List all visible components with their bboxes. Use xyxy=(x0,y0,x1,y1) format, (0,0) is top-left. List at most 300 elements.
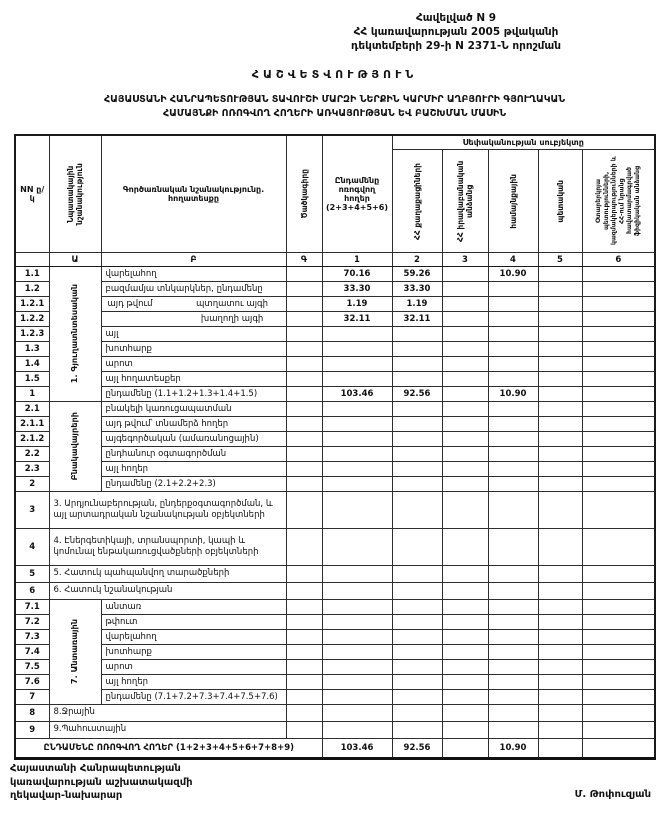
table-row xyxy=(15,529,655,566)
value-cell xyxy=(392,675,442,690)
value-cell xyxy=(322,529,392,566)
table-row xyxy=(15,615,655,630)
value-cell xyxy=(392,705,442,722)
value-cell xyxy=(442,342,488,357)
value-cell xyxy=(488,492,538,529)
value-cell xyxy=(538,529,582,566)
value-cell xyxy=(442,327,488,342)
value-cell xyxy=(582,477,655,492)
value-cell xyxy=(538,492,582,529)
code-cell xyxy=(286,267,322,282)
row-number-cell: 1.2.1 xyxy=(15,297,49,312)
row-number-cell: 3 xyxy=(15,492,49,529)
value-cell xyxy=(582,372,655,387)
row-number-cell: 2.3 xyxy=(15,462,49,477)
value-cell xyxy=(538,645,582,660)
row-number-cell: 7.5 xyxy=(15,660,49,675)
code-cell xyxy=(286,372,322,387)
value-cell xyxy=(322,583,392,600)
value-cell xyxy=(392,566,442,583)
value-cell xyxy=(582,600,655,615)
code-cell xyxy=(286,630,322,645)
value-cell xyxy=(392,630,442,645)
value-cell xyxy=(442,402,488,417)
value-cell xyxy=(442,566,488,583)
value-cell xyxy=(322,417,392,432)
code-cell xyxy=(286,312,322,327)
report-subtitle-line1: ՀԱՅԱՍՏԱՆԻ ՀԱՆՐԱՊԵՏՈՒԹՅԱՆ ՏԱՎՈՒՇԻ ՄԱՐԶԻ ՆԵՐՔԻՆ ԿԱՐՄԻՐ ԱՂԲՅՈՒՐԻ ԳՅՈՒՂԱԿԱՆ xyxy=(103,94,565,105)
value-cell xyxy=(582,267,655,282)
land-type-cell: խոտհարք xyxy=(101,645,286,660)
table-row xyxy=(15,447,655,462)
row-number-cell: 7.6 xyxy=(15,675,49,690)
value-cell xyxy=(442,432,488,447)
value-cell xyxy=(392,447,442,462)
row-number-cell: 1.3 xyxy=(15,342,49,357)
value-cell xyxy=(538,312,582,327)
column-letter: 2 xyxy=(392,253,442,267)
value-cell xyxy=(322,600,392,615)
col-header-ownership-group: Սեփականության սուբյեկտը xyxy=(392,135,655,150)
value-cell xyxy=(582,297,655,312)
value-cell xyxy=(442,583,488,600)
value-cell xyxy=(442,417,488,432)
value-cell: 92.56 xyxy=(392,387,442,402)
value-cell xyxy=(538,327,582,342)
col-header-foreign xyxy=(582,150,655,253)
value-cell xyxy=(392,342,442,357)
value-cell xyxy=(582,282,655,297)
value-cell xyxy=(488,675,538,690)
value-cell xyxy=(392,645,442,660)
value-cell xyxy=(538,477,582,492)
row-number-cell: 7.2 xyxy=(15,615,49,630)
signer-line: կառավարության աշխատակազմի xyxy=(10,776,193,788)
value-cell xyxy=(538,705,582,722)
value-cell xyxy=(392,583,442,600)
value-cell xyxy=(488,583,538,600)
value-cell xyxy=(538,447,582,462)
value-cell xyxy=(322,645,392,660)
value-cell xyxy=(322,402,392,417)
table-row xyxy=(15,630,655,645)
col-header-citizens-label: ՀՀ քաղաքացիների xyxy=(412,162,422,240)
value-cell xyxy=(488,417,538,432)
code-cell xyxy=(286,492,322,529)
column-letter: Բ xyxy=(101,253,286,267)
value-cell xyxy=(322,372,392,387)
value-cell xyxy=(442,357,488,372)
value-cell xyxy=(488,282,538,297)
value-cell xyxy=(488,529,538,566)
value-cell xyxy=(442,477,488,492)
row-number-cell: 7.4 xyxy=(15,645,49,660)
col-header-legal-entities-label: ՀՀ իրավաբանական անձանց xyxy=(456,160,474,242)
land-type-cell: վարելահող xyxy=(101,267,286,282)
column-letter: 4 xyxy=(488,253,538,267)
value-cell xyxy=(392,529,442,566)
value-cell xyxy=(538,387,582,402)
value-cell xyxy=(322,447,392,462)
value-cell xyxy=(488,600,538,615)
row-number-cell: 7.1 xyxy=(15,600,49,615)
group-label: Բնակավայրերի xyxy=(69,412,80,481)
value-cell xyxy=(442,675,488,690)
table-row xyxy=(15,722,655,739)
value-cell xyxy=(538,432,582,447)
value-cell xyxy=(538,583,582,600)
value-cell xyxy=(322,630,392,645)
code-cell xyxy=(286,660,322,675)
value-cell xyxy=(442,739,488,759)
value-cell xyxy=(442,492,488,529)
code-cell xyxy=(286,645,322,660)
table-row xyxy=(15,492,655,529)
section-label-cell: 9.Պահուստային xyxy=(49,722,286,739)
value-cell xyxy=(488,660,538,675)
value-cell: 1.19 xyxy=(392,297,442,312)
land-type-prefix: այդ թվում xyxy=(107,299,153,309)
group-cell xyxy=(49,267,101,402)
value-cell: 103.46 xyxy=(322,739,392,759)
value-cell xyxy=(488,297,538,312)
code-cell xyxy=(286,327,322,342)
signer-line: ղեկավար-նախարար xyxy=(10,790,123,801)
table-row xyxy=(15,739,655,759)
group-label: 1. Գյուղատնտեսական xyxy=(69,284,80,384)
value-cell xyxy=(582,615,655,630)
value-cell: 59.26 xyxy=(392,267,442,282)
code-cell xyxy=(286,402,322,417)
table-row xyxy=(15,477,655,492)
value-cell xyxy=(322,327,392,342)
value-cell xyxy=(442,630,488,645)
section-label-cell: 3. Արդյունաբերության, ընդերքօգտագործման, և այլ արտադրական նշանակության օբյեկտների xyxy=(49,492,286,529)
col-header-nn: NN ը/կ xyxy=(15,135,49,253)
code-cell xyxy=(286,447,322,462)
value-cell xyxy=(392,660,442,675)
value-cell xyxy=(442,312,488,327)
col-header-purpose-label: Նպատակային նշանակություն xyxy=(66,163,84,225)
value-cell xyxy=(582,462,655,477)
value-cell xyxy=(538,566,582,583)
table-row xyxy=(15,267,655,282)
table-row xyxy=(15,462,655,477)
table-row xyxy=(15,357,655,372)
value-cell xyxy=(442,372,488,387)
row-number-cell: 4 xyxy=(15,529,49,566)
value-cell xyxy=(538,462,582,477)
col-header-state-label: պետական xyxy=(555,179,565,223)
code-cell xyxy=(286,722,322,739)
table-row xyxy=(15,402,655,417)
row-number-cell: 5 xyxy=(15,566,49,583)
value-cell xyxy=(442,660,488,675)
value-cell xyxy=(582,566,655,583)
table-row xyxy=(15,372,655,387)
annex-line: դեկտեմբերի 29-ի N 2371-Ն որոշման xyxy=(350,39,562,52)
column-letter: 1 xyxy=(322,253,392,267)
row-number-cell: 1.4 xyxy=(15,357,49,372)
value-cell xyxy=(322,357,392,372)
value-cell xyxy=(538,402,582,417)
value-cell xyxy=(538,282,582,297)
value-cell xyxy=(442,297,488,312)
value-cell xyxy=(322,432,392,447)
value-cell xyxy=(392,690,442,705)
col-header-foreign-label: Օտարերկրյա պետությունների, կազմակերպությունների և ՀՀ-ում նրանց հավատարմագրված ֆիզիկական անձանց xyxy=(595,156,641,246)
value-cell xyxy=(582,690,655,705)
value-cell xyxy=(392,615,442,630)
value-cell: 10.90 xyxy=(488,739,538,759)
land-type-cell: այլ xyxy=(101,327,286,342)
col-header-purpose xyxy=(49,135,101,253)
value-cell xyxy=(582,417,655,432)
value-cell xyxy=(392,722,442,739)
value-cell xyxy=(442,615,488,630)
value-cell xyxy=(538,267,582,282)
value-cell: 10.90 xyxy=(488,387,538,402)
value-cell xyxy=(538,690,582,705)
land-type-cell xyxy=(101,312,286,327)
value-cell xyxy=(582,645,655,660)
land-type-cell: վարելահող xyxy=(101,630,286,645)
code-cell xyxy=(286,529,322,566)
value-cell xyxy=(392,402,442,417)
value-cell xyxy=(488,690,538,705)
table-row xyxy=(15,282,655,297)
value-cell xyxy=(392,432,442,447)
code-cell xyxy=(286,357,322,372)
column-letter: 6 xyxy=(582,253,655,267)
value-cell xyxy=(488,312,538,327)
value-cell xyxy=(488,722,538,739)
value-cell xyxy=(322,675,392,690)
row-number-cell: 7.3 xyxy=(15,630,49,645)
col-header-legal-entities xyxy=(442,150,488,253)
value-cell xyxy=(392,600,442,615)
value-cell xyxy=(322,660,392,675)
value-cell xyxy=(538,722,582,739)
col-header-citizens xyxy=(392,150,442,253)
value-cell xyxy=(488,447,538,462)
value-cell xyxy=(392,492,442,529)
value-cell xyxy=(442,722,488,739)
table-row xyxy=(15,690,655,705)
table-row xyxy=(15,342,655,357)
row-number-cell: 1.1 xyxy=(15,267,49,282)
value-cell xyxy=(322,477,392,492)
value-cell xyxy=(442,447,488,462)
value-cell xyxy=(442,690,488,705)
col-header-functional: Գործառնական նշանակությունը. հողատեսքը xyxy=(101,135,286,253)
value-cell xyxy=(488,357,538,372)
section-label-cell: 4. Էներգետիկայի, տրանսպորտի, կապի և կոմունալ ենթակառուցվածքների օբյեկտների xyxy=(49,529,286,566)
row-number-cell: 1 xyxy=(15,387,49,402)
land-type-cell: անտառ xyxy=(101,600,286,615)
value-cell xyxy=(538,600,582,615)
group-cell xyxy=(49,402,101,492)
value-cell xyxy=(582,402,655,417)
value-cell xyxy=(582,387,655,402)
value-cell xyxy=(538,372,582,387)
value-cell xyxy=(322,492,392,529)
value-cell xyxy=(538,357,582,372)
table-row xyxy=(15,387,655,402)
col-header-community-label: համայնքային xyxy=(508,173,518,229)
value-cell xyxy=(442,705,488,722)
value-cell xyxy=(442,600,488,615)
row-number-cell: 2 xyxy=(15,477,49,492)
value-cell xyxy=(322,615,392,630)
value-cell xyxy=(488,402,538,417)
value-cell xyxy=(582,342,655,357)
code-cell xyxy=(286,690,322,705)
group-label: 7. Անտառային xyxy=(69,619,80,685)
land-type-cell: խոտհարք xyxy=(101,342,286,357)
column-letter xyxy=(15,253,49,267)
value-cell xyxy=(582,705,655,722)
value-cell xyxy=(538,342,582,357)
row-number-cell: 2.1 xyxy=(15,402,49,417)
value-cell xyxy=(538,417,582,432)
value-cell xyxy=(582,660,655,675)
table-row xyxy=(15,312,655,327)
annex-line: Հավելված N 9 xyxy=(415,12,497,24)
signature-name: Մ. Թոփուզյան xyxy=(574,789,651,800)
value-cell xyxy=(442,645,488,660)
land-type-sub: խաղողի այգի xyxy=(200,314,264,324)
value-cell xyxy=(488,566,538,583)
value-cell xyxy=(538,615,582,630)
value-cell xyxy=(538,739,582,759)
col-header-state xyxy=(538,150,582,253)
value-cell xyxy=(582,327,655,342)
table-row xyxy=(15,660,655,675)
table-row xyxy=(15,645,655,660)
col-header-code xyxy=(286,135,322,253)
code-cell xyxy=(286,387,322,402)
column-letter: 3 xyxy=(442,253,488,267)
row-number-cell: 1.5 xyxy=(15,372,49,387)
row-number-cell: 1.2.3 xyxy=(15,327,49,342)
land-type-cell: արոտ xyxy=(101,357,286,372)
value-cell: 32.11 xyxy=(392,312,442,327)
value-cell xyxy=(488,630,538,645)
report-table xyxy=(14,134,656,760)
table-row xyxy=(15,327,655,342)
land-type-cell: ընդամենը (1.1+1.2+1.3+1.4+1.5) xyxy=(101,387,286,402)
land-type-cell: բնակելի կառուցապատման xyxy=(101,402,286,417)
code-cell xyxy=(286,615,322,630)
value-cell xyxy=(582,312,655,327)
value-cell xyxy=(322,722,392,739)
report-title: ՀԱՇՎԵՏՎՈՒԹՅՈՒՆ xyxy=(251,68,418,81)
value-cell xyxy=(392,327,442,342)
value-cell xyxy=(392,357,442,372)
column-letter: Ա xyxy=(49,253,101,267)
value-cell xyxy=(538,675,582,690)
value-cell: 10.90 xyxy=(488,267,538,282)
code-cell xyxy=(286,600,322,615)
value-cell xyxy=(322,342,392,357)
table-row xyxy=(15,566,655,583)
report-table-body xyxy=(15,267,655,759)
value-cell xyxy=(582,529,655,566)
table-row xyxy=(15,705,655,722)
column-letter: Գ xyxy=(286,253,322,267)
land-type-cell: այգեգործական (ամառանոցային) xyxy=(101,432,286,447)
row-number-cell: 1.2.2 xyxy=(15,312,49,327)
value-cell xyxy=(582,722,655,739)
column-letter: 5 xyxy=(538,253,582,267)
value-cell xyxy=(392,417,442,432)
land-type-cell: ընդամենը (7.1+7.2+7.3+7.4+7.5+7.6) xyxy=(101,690,286,705)
table-row xyxy=(15,417,655,432)
section-label-cell: 6. Հատուկ նշանակության xyxy=(49,583,286,600)
code-cell xyxy=(286,417,322,432)
row-number-cell: 9 xyxy=(15,722,49,739)
land-type-cell: ընդհանուր օգտագործման xyxy=(101,447,286,462)
value-cell xyxy=(442,529,488,566)
code-cell xyxy=(286,297,322,312)
row-number-cell: 7 xyxy=(15,690,49,705)
column-letter-row xyxy=(15,253,655,267)
value-cell xyxy=(442,282,488,297)
value-cell xyxy=(322,462,392,477)
value-cell xyxy=(582,432,655,447)
table-row xyxy=(15,583,655,600)
land-type-cell: այդ թվում՝ տնամերձ հողեր xyxy=(101,417,286,432)
row-number-cell: 2.1.2 xyxy=(15,432,49,447)
value-cell xyxy=(488,462,538,477)
value-cell: 32.11 xyxy=(322,312,392,327)
value-cell xyxy=(538,297,582,312)
value-cell xyxy=(582,739,655,759)
code-cell xyxy=(286,462,322,477)
value-cell xyxy=(538,630,582,645)
code-cell xyxy=(286,282,322,297)
row-number-cell: 8 xyxy=(15,705,49,722)
report-subtitle-line2: ՀԱՄԱՅՆՔԻ ՈՌՈԳՎՈՂ ՀՈՂԵՐԻ ԱՌԿԱՅՈՒԹՅԱՆ ԵՎ ԲԱՇԽՄԱՆ ՄԱՍԻՆ xyxy=(162,107,506,119)
value-cell xyxy=(582,447,655,462)
header-row-1 xyxy=(15,135,655,150)
land-type-cell: այլ հողեր xyxy=(101,675,286,690)
value-cell xyxy=(582,675,655,690)
code-cell xyxy=(286,477,322,492)
value-cell: 33.30 xyxy=(392,282,442,297)
value-cell xyxy=(488,432,538,447)
value-cell xyxy=(392,477,442,492)
value-cell xyxy=(582,492,655,529)
land-type-sub: պտղատու այգի xyxy=(196,299,269,309)
value-cell: 33.30 xyxy=(322,282,392,297)
land-type-cell xyxy=(101,297,286,312)
row-number-cell: 2.1.1 xyxy=(15,417,49,432)
code-cell xyxy=(286,675,322,690)
value-cell: 70.16 xyxy=(322,267,392,282)
value-cell xyxy=(582,630,655,645)
land-type-cell: բազմամյա տնկարկներ, ընդամենը xyxy=(101,282,286,297)
value-cell xyxy=(488,327,538,342)
row-number-cell: 2.2 xyxy=(15,447,49,462)
col-header-community xyxy=(488,150,538,253)
table-row xyxy=(15,432,655,447)
value-cell xyxy=(488,342,538,357)
annex-line: ՀՀ կառավարության 2005 թվականի xyxy=(353,25,559,38)
group-cell xyxy=(49,600,101,705)
col-header-code-label: Ծածկագիրը xyxy=(299,169,309,219)
